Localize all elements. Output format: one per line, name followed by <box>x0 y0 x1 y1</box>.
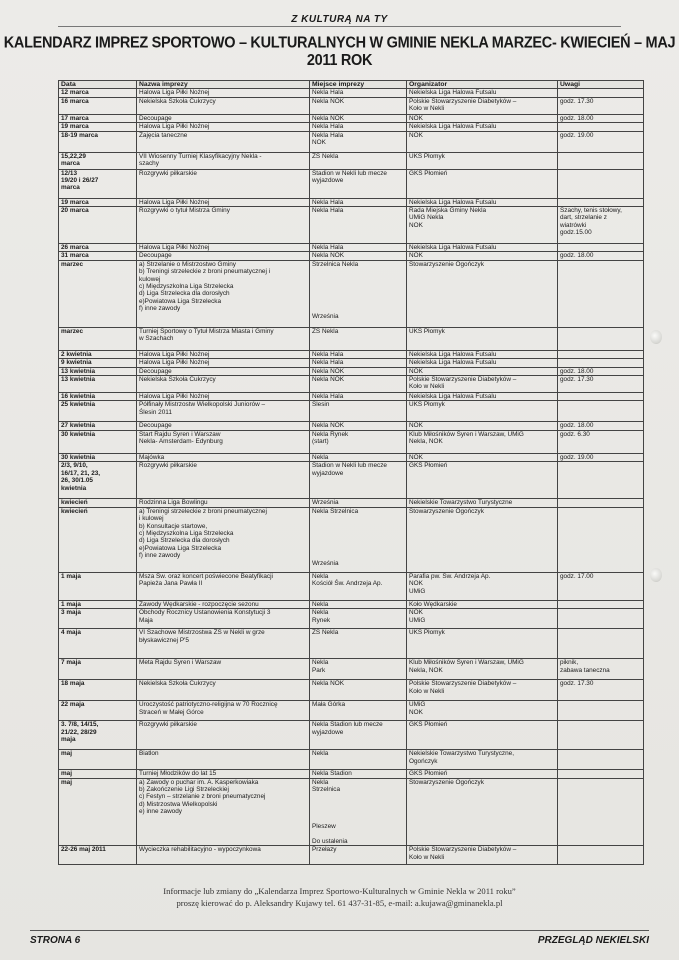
date-cell: 1 maja <box>59 572 137 600</box>
notes-cell <box>558 359 644 367</box>
event-name-cell: Nekielska Szkoła Cukrzycy <box>137 376 310 393</box>
organizer-cell: Stowarzyszenie Ogończyk <box>407 507 558 572</box>
location-cell: Nekla Rynek (start) <box>310 430 407 453</box>
table-row <box>59 778 644 846</box>
notes-cell <box>558 600 644 608</box>
location-cell: Nekla Hala <box>310 244 407 252</box>
table-row <box>59 367 644 375</box>
column-header-event-name: Nazwa imprezy <box>137 81 310 89</box>
notes-cell <box>558 393 644 401</box>
footer-rule <box>30 930 649 931</box>
date-cell: 25 kwietnia <box>59 401 137 422</box>
organizer-cell: UKS Płomyk <box>407 152 558 169</box>
notes-cell: godz. 19.00 <box>558 453 644 461</box>
location-cell: Nekla Stadion <box>310 770 407 778</box>
notes-cell <box>558 152 644 169</box>
column-header-organizer: Organizator <box>407 81 558 89</box>
table-row <box>59 659 644 680</box>
organizer-cell: UKS Płomyk <box>407 327 558 350</box>
organizer-cell: Polskie Stowarzyszenie Diabetyków – Koło w Nekli <box>407 97 558 114</box>
table-row <box>59 350 644 358</box>
date-cell: 19 marca <box>59 198 137 206</box>
table-header-row <box>59 81 644 89</box>
organizer-cell: GKS Płomień <box>407 169 558 198</box>
organizer-cell: Nekielska Liga Halowa Futsalu <box>407 359 558 367</box>
organizer-cell: Nekielska Liga Halowa Futsalu <box>407 244 558 252</box>
location-cell: Nekla NOK <box>310 114 407 122</box>
table-row <box>59 600 644 608</box>
notes-cell: godz. 18.00 <box>558 114 644 122</box>
notes-cell: godz. 6.30 <box>558 430 644 453</box>
table-row <box>59 846 644 865</box>
location-cell: Nekla NOK <box>310 422 407 430</box>
table-row <box>59 327 644 350</box>
notes-cell <box>558 499 644 507</box>
date-cell: 13 kwietnia <box>59 367 137 375</box>
notes-cell: godz. 18.00 <box>558 367 644 375</box>
event-name-cell: a) Strzelanie o Mistrzostwo Gminy b) Treningi strzeleckie z broni pneumatycznej i kulowej c) Międzyszkolna Liga Strzelecka d) Liga Strzelecka dla dorosłych e)Powiatowa Liga Strzelecka f) inne zawody <box>137 260 310 327</box>
location-cell: Nekla <box>310 600 407 608</box>
table-row <box>59 572 644 600</box>
event-name-cell: Halowa Liga Piłki Nożnej <box>137 244 310 252</box>
location-cell: Nekla Hala <box>310 123 407 131</box>
date-cell: kwiecień <box>59 507 137 572</box>
notes-cell <box>558 701 644 721</box>
date-cell: 17 marca <box>59 114 137 122</box>
location-cell: ZS Nekla <box>310 327 407 350</box>
date-cell: 18-19 marca <box>59 131 137 152</box>
notes-cell: piknik, zabawa taneczna <box>558 659 644 680</box>
table-row <box>59 629 644 659</box>
location-cell: ZS Nekla <box>310 152 407 169</box>
organizer-cell: Nekielska Liga Halowa Futsalu <box>407 89 558 97</box>
table-row <box>59 462 644 499</box>
table-body <box>59 89 644 865</box>
notes-cell <box>558 770 644 778</box>
date-cell: 3. 7/8, 14/15, 21/22, 28/29 maja <box>59 721 137 750</box>
table-row <box>59 609 644 629</box>
notes-cell <box>558 169 644 198</box>
location-cell: Nekla <box>310 750 407 770</box>
date-cell: marzec <box>59 260 137 327</box>
location-cell: Stadion w Nekli lub mecze wyjazdowe <box>310 462 407 499</box>
event-name-cell: VI Szachowe Mistrzostwa ZS w Nekli w grze błyskawicznej P'5 <box>137 629 310 659</box>
date-cell: kwiecień <box>59 499 137 507</box>
event-name-cell: VII Wiosenny Turniej Klasyfikacyjny Nekla - szachy <box>137 152 310 169</box>
notes-cell <box>558 629 644 659</box>
table-row <box>59 376 644 393</box>
notes-cell <box>558 327 644 350</box>
table-row <box>59 123 644 131</box>
table-row <box>59 430 644 453</box>
event-name-cell: Biatlon <box>137 750 310 770</box>
date-cell: 30 kwietnia <box>59 430 137 453</box>
date-cell: 2 kwietnia <box>59 350 137 358</box>
notes-cell: godz. 18.00 <box>558 422 644 430</box>
event-name-cell: Turniej Sportowy o Tytuł Mistrza Miasta i Gminy w Szachach <box>137 327 310 350</box>
date-cell: 13 kwietnia <box>59 376 137 393</box>
location-cell: Nekla Park <box>310 659 407 680</box>
table-row <box>59 260 644 327</box>
event-name-cell: Rodzinna Liga Bowlingu <box>137 499 310 507</box>
location-cell: Nekla NOK <box>310 252 407 260</box>
notes-cell <box>558 721 644 750</box>
table-row <box>59 244 644 252</box>
date-cell: 1 maja <box>59 600 137 608</box>
location-cell: Nekla Strzelnica Pleszew Do ustalenia <box>310 778 407 846</box>
event-name-cell: Nekielska Szkoła Cukrzycy <box>137 97 310 114</box>
section-label: Z KULTURĄ NA TY <box>285 14 393 25</box>
date-cell: 7 maja <box>59 659 137 680</box>
organizer-cell: Rada Miejska Gminy Nekla UMiG Nekla NOK <box>407 207 558 244</box>
table-row <box>59 152 644 169</box>
location-cell: Stadion w Nekli lub mecze wyjazdowe <box>310 169 407 198</box>
page-title: KALENDARZ IMPREZ SPORTOWO – KULTURALNYCH W GMINIE NEKLA MARZEC- KWIECIEŃ – MAJ 2011 ROK <box>3 34 676 70</box>
table-row <box>59 701 644 721</box>
date-cell: maj <box>59 778 137 846</box>
organizer-cell: Nekielskie Towarzystwo Turystyczne <box>407 499 558 507</box>
event-name-cell: Rozgrywki piłkarskie <box>137 169 310 198</box>
organizer-cell: GKS Płomień <box>407 770 558 778</box>
organizer-cell: Nekielska Liga Halowa Futsalu <box>407 123 558 131</box>
date-cell: 12/13 19/20 i 26/27 marca <box>59 169 137 198</box>
organizer-cell: Polskie Stowarzyszenie Diabetyków – Koło w Nekli <box>407 680 558 701</box>
date-cell: 30 kwietnia <box>59 453 137 461</box>
event-name-cell: Decoupage <box>137 367 310 375</box>
event-name-cell: Decoupage <box>137 114 310 122</box>
event-name-cell: Halowa Liga Piłki Nożnej <box>137 359 310 367</box>
magazine-name: PRZEGLĄD NEKIELSKI <box>537 935 649 946</box>
organizer-cell: NOK <box>407 131 558 152</box>
location-cell: Ślesin <box>310 401 407 422</box>
notes-cell <box>558 123 644 131</box>
event-name-cell: Wycieczka rehabilitacyjno - wypoczynkowa <box>137 846 310 865</box>
date-cell: 18 maja <box>59 680 137 701</box>
date-cell: 31 marca <box>59 252 137 260</box>
organizer-cell: GKS Płomień <box>407 721 558 750</box>
location-cell: Nekla <box>310 453 407 461</box>
date-cell: 15,22,29 marca <box>59 152 137 169</box>
notes-cell: godz. 17.00 <box>558 572 644 600</box>
table-row <box>59 750 644 770</box>
organizer-cell: Stowarzyszenie Ogończyk <box>407 778 558 846</box>
organizer-cell: Polskie Stowarzyszenie Diabetyków – Koło w Nekli <box>407 846 558 865</box>
notes-cell: godz. 17.30 <box>558 680 644 701</box>
date-cell: 12 marca <box>59 89 137 97</box>
organizer-cell: Nekielska Liga Halowa Futsalu <box>407 198 558 206</box>
notes-cell <box>558 846 644 865</box>
event-name-cell: Halowa Liga Piłki Nożnej <box>137 393 310 401</box>
location-cell: Nekla NOK <box>310 680 407 701</box>
location-cell: Września <box>310 499 407 507</box>
table-row <box>59 169 644 198</box>
notes-cell <box>558 350 644 358</box>
date-cell: maj <box>59 770 137 778</box>
table-row <box>59 422 644 430</box>
organizer-cell: NOK <box>407 422 558 430</box>
location-cell: ZS Nekla <box>310 629 407 659</box>
date-cell: 22 maja <box>59 701 137 721</box>
date-cell: 22-26 maj 2011 <box>59 846 137 865</box>
location-cell: Nekla Kościół Św. Andrzeja Ap. <box>310 572 407 600</box>
date-cell: 16 kwietnia <box>59 393 137 401</box>
table-row <box>59 89 644 97</box>
notes-cell <box>558 462 644 499</box>
event-name-cell: Msza Św. oraz koncert poświecone Beatyfikacji Papieża Jana Pawła II <box>137 572 310 600</box>
table-row <box>59 114 644 122</box>
table-row <box>59 252 644 260</box>
punch-hole <box>650 568 662 582</box>
table-row <box>59 198 644 206</box>
location-cell: Nekla Strzelnica Września <box>310 507 407 572</box>
date-cell: 19 marca <box>59 123 137 131</box>
location-cell: Nekla NOK <box>310 97 407 114</box>
column-header-notes: Uwagi <box>558 81 644 89</box>
notes-cell <box>558 89 644 97</box>
footer-line-1: Informacje lub zmiany do „Kalendarza Imprez Sportowo-Kulturalnych w Gminie Nekla w 2011 roku” <box>163 886 516 896</box>
event-name-cell: a) Zawody o puchar im. A. Kasperkowiaka b) Zakończenie Ligi Strzeleckiej c) Festyn – strzelanie z broni pneumatycznej d) Mistrzostwa Wielkopolski e) inne zawody <box>137 778 310 846</box>
location-cell: Nekla Rynek <box>310 609 407 629</box>
event-name-cell: a) Treningi strzeleckie z broni pneumatycznej i kulowej b) Konsultacje startowe, c) Międzyszkolna Liga Strzelecka d) Liga Strzelecka dla dorosłych e)Powiatowa Liga Strzelecka f) inne zawody <box>137 507 310 572</box>
notes-cell <box>558 244 644 252</box>
event-name-cell: Rozgrywki o tytuł Mistrza Gminy <box>137 207 310 244</box>
location-cell: Nekla Hala <box>310 359 407 367</box>
location-cell: Nekla Stadion lub mecze wyjazdowe <box>310 721 407 750</box>
event-name-cell: Halowa Liga Piłki Nożnej <box>137 89 310 97</box>
event-name-cell: Halowa Liga Piłki Nożnej <box>137 350 310 358</box>
event-name-cell: Obchody Rocznicy Ustanowienia Konstytucji 3 Maja <box>137 609 310 629</box>
notes-cell: godz. 19.00 <box>558 131 644 152</box>
organizer-cell: Parafia pw. Św. Andrzeja Ap. NOK UMiG <box>407 572 558 600</box>
organizer-cell: Nekielskie Towarzystwo Turystyczne, Ogończyk <box>407 750 558 770</box>
organizer-cell: UMiG NOK <box>407 701 558 721</box>
table-row <box>59 97 644 114</box>
location-cell: Nekla Hala <box>310 350 407 358</box>
notes-cell: godz. 17.30 <box>558 376 644 393</box>
location-cell: Nekla Hala <box>310 89 407 97</box>
organizer-cell: Nekielska Liga Halowa Futsalu <box>407 350 558 358</box>
event-name-cell: Turniej Młodzików do lat 15 <box>137 770 310 778</box>
organizer-cell: UKS Płomyk <box>407 401 558 422</box>
location-cell: Strzelnica Nekla Września <box>310 260 407 327</box>
organizer-cell: NOK <box>407 453 558 461</box>
date-cell: 16 marca <box>59 97 137 114</box>
table-row <box>59 680 644 701</box>
table-row <box>59 393 644 401</box>
notes-cell <box>558 609 644 629</box>
notes-cell <box>558 778 644 846</box>
header-rule <box>58 26 621 27</box>
notes-cell: Szachy, tenis stołowy, dart, strzelanie z wiatrówki godz.15.00 <box>558 207 644 244</box>
location-cell: Mała Górka <box>310 701 407 721</box>
event-name-cell: Halowa Liga Piłki Nożnej <box>137 198 310 206</box>
date-cell: marzec <box>59 327 137 350</box>
page-number: STRONA 6 <box>30 935 81 946</box>
event-name-cell: Decoupage <box>137 252 310 260</box>
event-name-cell: Meta Rajdu Syren i Warszaw <box>137 659 310 680</box>
notes-cell: godz. 17.30 <box>558 97 644 114</box>
table-row <box>59 499 644 507</box>
table-row <box>59 401 644 422</box>
location-cell: Przełazy <box>310 846 407 865</box>
table-row <box>59 131 644 152</box>
event-name-cell: Zawody Wędkarskie - rozpoczęcie sezonu <box>137 600 310 608</box>
date-cell: 4 maja <box>59 629 137 659</box>
notes-cell <box>558 401 644 422</box>
event-name-cell: Rozgrywki piłkarskie <box>137 462 310 499</box>
table-row <box>59 721 644 750</box>
table-row <box>59 207 644 244</box>
event-name-cell: Decoupage <box>137 422 310 430</box>
column-header-date: Data <box>59 81 137 89</box>
section-header <box>0 14 679 25</box>
organizer-cell: Klub Miłośników Syren i Warszaw, UMiG Nekla, NOK <box>407 659 558 680</box>
event-name-cell: Uroczystość patriotyczno-religijna w 70 Rocznicę Straceń w Małej Górce <box>137 701 310 721</box>
location-cell: Nekla Hala <box>310 207 407 244</box>
location-cell: Nekla NOK <box>310 367 407 375</box>
event-name-cell: Zajęcia taneczne <box>137 131 310 152</box>
organizer-cell: UKS Płomyk <box>407 629 558 659</box>
location-cell: Nekla NOK <box>310 376 407 393</box>
table-row <box>59 453 644 461</box>
notes-cell <box>558 750 644 770</box>
event-name-cell: Rozgrywki piłkarskie <box>137 721 310 750</box>
date-cell: 27 kwietnia <box>59 422 137 430</box>
event-name-cell: Start Rajdu Syren i Warszaw Nekla- Amsterdam- Edynburg <box>137 430 310 453</box>
date-cell: 3 maja <box>59 609 137 629</box>
date-cell: maj <box>59 750 137 770</box>
notes-cell <box>558 198 644 206</box>
event-name-cell: Halowa Liga Piłki Nożnej <box>137 123 310 131</box>
location-cell: Nekla Hala <box>310 393 407 401</box>
footer-line-2: proszę kierować do p. Aleksandry Kujawy tel. 61 437-31-85, e-mail: a.kujawa@gminanekla.pl <box>176 898 503 908</box>
table-row <box>59 507 644 572</box>
date-cell: 26 marca <box>59 244 137 252</box>
organizer-cell: NOK UMiG <box>407 609 558 629</box>
organizer-cell: Polskie Stowarzyszenie Diabetyków – Koło w Nekli <box>407 376 558 393</box>
location-cell: Nekla Hala <box>310 198 407 206</box>
organizer-cell: Koło Wędkarskie <box>407 600 558 608</box>
event-name-cell: Półfinały Mistrzostw Wielkopolski Juniorów – Ślesin 2011 <box>137 401 310 422</box>
table-row <box>59 359 644 367</box>
organizer-cell: NOK <box>407 367 558 375</box>
event-calendar-table <box>58 80 644 865</box>
table-row <box>59 770 644 778</box>
organizer-cell: NOK <box>407 252 558 260</box>
organizer-cell: Nekielska Liga Halowa Futsalu <box>407 393 558 401</box>
notes-cell <box>558 507 644 572</box>
organizer-cell: Stowarzyszenie Ogończyk <box>407 260 558 327</box>
date-cell: 20 marca <box>59 207 137 244</box>
punch-hole <box>650 330 662 344</box>
organizer-cell: Klub Miłośników Syren i Warszaw, UMiG Nekla, NOK <box>407 430 558 453</box>
column-header-location: Miejsce imprezy <box>310 81 407 89</box>
event-name-cell: Majówka <box>137 453 310 461</box>
organizer-cell: GKS Płomień <box>407 462 558 499</box>
footer-note <box>0 885 679 909</box>
notes-cell <box>558 260 644 327</box>
notes-cell: godz. 18.00 <box>558 252 644 260</box>
organizer-cell: NOK <box>407 114 558 122</box>
event-name-cell: Nekielska Szkoła Cukrzycy <box>137 680 310 701</box>
location-cell: Nekla Hala NOK <box>310 131 407 152</box>
date-cell: 2/3, 9/10, 16/17, 21, 23, 26, 30/1.05 kwietnia <box>59 462 137 499</box>
date-cell: 9 kwietnia <box>59 359 137 367</box>
